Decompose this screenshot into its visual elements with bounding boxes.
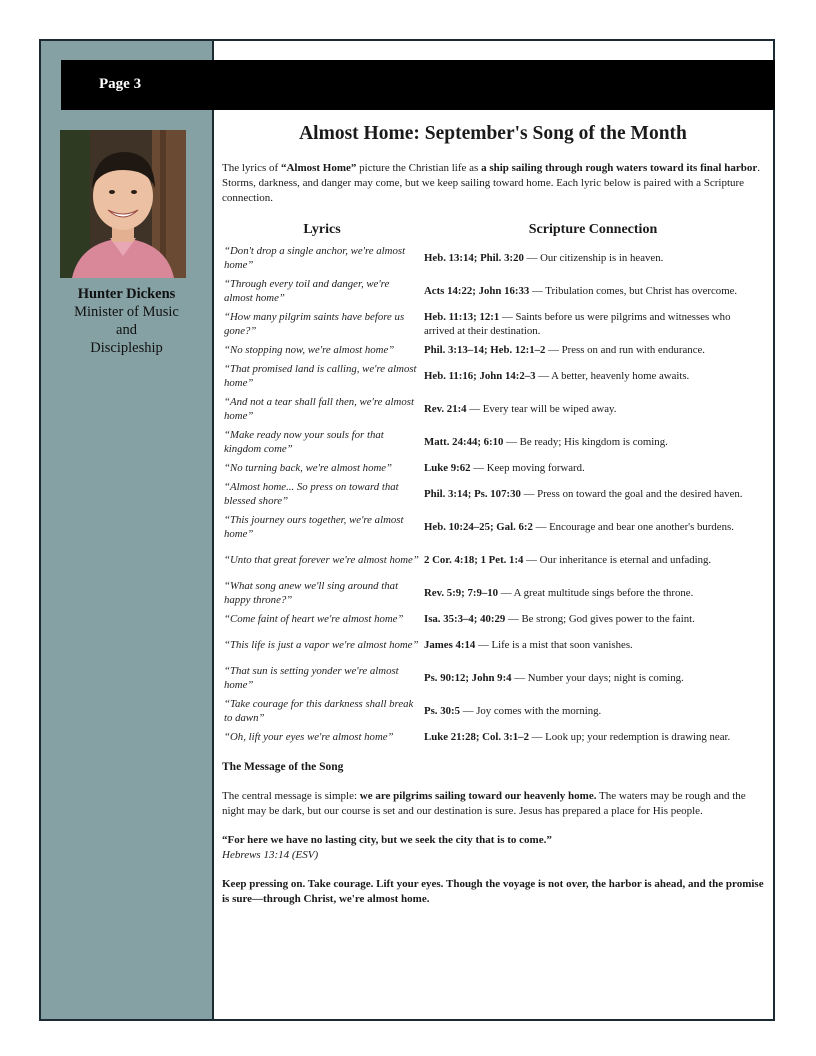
scripture-cell <box>422 360 764 393</box>
table-row <box>222 695 764 728</box>
closing-paragraph: Keep pressing on. Take courage. Lift your eyes. Though the voyage is not over, the harbor is ahead, and the promise is sure—through Christ, we're almost home. <box>222 878 764 905</box>
page-frame <box>39 39 775 1021</box>
person-name: Hunter Dickens <box>77 286 176 302</box>
table-row <box>222 360 764 393</box>
sidebar <box>41 41 214 1019</box>
col-header-lyrics: Lyrics <box>303 222 341 237</box>
scripture-reference: Luke 9:62 <box>424 461 471 474</box>
table-row <box>222 544 764 577</box>
person-caption <box>41 285 212 357</box>
scripture-summary: — Saints before us were pilgrims and witnesses who arrived at their destination. <box>424 311 731 337</box>
lyric-cell: “This life is just a vapor we're almost home” <box>224 638 419 651</box>
scripture-cell <box>422 544 764 577</box>
lyric-cell: “Come faint of heart we're almost home” <box>224 612 404 625</box>
scripture-cell <box>422 242 764 275</box>
scripture-cell <box>422 610 764 629</box>
lyric-cell: “Don't drop a single anchor, we're almost home” <box>224 245 406 271</box>
scripture-summary: — A great multitude sings before the throne. <box>498 586 694 599</box>
song-name: “Almost Home” <box>280 162 357 174</box>
portrait-image <box>60 130 186 278</box>
scripture-reference: Heb. 11:13; 12:1 <box>424 311 500 323</box>
scripture-reference: Isa. 35:3–4; 40:29 <box>424 612 506 625</box>
table-header-row <box>222 222 764 242</box>
scripture-cell <box>422 478 764 511</box>
scripture-summary: — Life is a mist that soon vanishes. <box>475 638 633 651</box>
lyric-cell: “Through every toil and danger, we're almost home” <box>224 278 390 304</box>
scripture-reference: James 4:14 <box>424 638 476 651</box>
scripture-reference: Rev. 5:9; 7:9–10 <box>424 586 499 599</box>
scripture-summary: — Keep moving forward. <box>470 461 585 474</box>
lyric-cell: “How many pilgrim saints have before us gone?” <box>224 311 405 337</box>
header-bar <box>61 60 775 110</box>
table-row <box>222 242 764 275</box>
scripture-summary: — Be ready; His kingdom is coming. <box>503 435 668 448</box>
scripture-cell <box>422 728 764 747</box>
lyric-cell: “And not a tear shall fall then, we're almost home” <box>224 396 414 422</box>
scripture-reference: Heb. 13:14; Phil. 3:20 <box>424 251 524 264</box>
message-heading: The Message of the Song <box>222 761 344 773</box>
person-title-line: and <box>116 322 137 338</box>
scripture-reference: Heb. 10:24–25; Gal. 6:2 <box>424 520 533 533</box>
scripture-reference: Ps. 90:12; John 9:4 <box>424 671 512 684</box>
scripture-reference: Ps. 30:5 <box>424 704 460 717</box>
scripture-cell <box>422 695 764 728</box>
page-number: Page 3 <box>99 76 142 92</box>
scripture-summary: — Tribulation comes, but Christ has overcome. <box>529 284 738 297</box>
scripture-cell <box>422 393 764 426</box>
scripture-summary: — A better, heavenly home awaits. <box>535 369 690 382</box>
scripture-summary: — Our inheritance is eternal and unfading. <box>523 553 712 566</box>
scripture-reference: 2 Cor. 4:18; 1 Pet. 1:4 <box>424 553 524 566</box>
table-row <box>222 426 764 459</box>
scripture-reference: Matt. 24:44; 6:10 <box>424 435 504 448</box>
lyrics-table <box>222 222 764 747</box>
person-title-line: Discipleship <box>90 340 163 356</box>
scripture-reference: Phil. 3:14; Ps. 107:30 <box>424 487 521 500</box>
col-header-scripture: Scripture Connection <box>528 222 658 237</box>
scripture-cell <box>422 511 764 544</box>
table-row <box>222 662 764 695</box>
lyric-cell: “This journey ours together, we're almost home” <box>224 514 404 540</box>
message-text: The waters may be rough and the night may be dark, but our course is set and our destination is sure. Jesus has prepared a place for His people. <box>222 790 746 817</box>
scripture-cell <box>422 459 764 478</box>
scripture-summary: — Our citizenship is in heaven. <box>523 251 664 264</box>
table-row <box>222 511 764 544</box>
scripture-summary: — Look up; your redemption is drawing near. <box>528 730 731 743</box>
intro-text: picture the Christian life as <box>356 162 482 174</box>
scripture-summary: — Every tear will be wiped away. <box>466 402 617 415</box>
table-row <box>222 308 764 341</box>
lyric-cell: “That sun is setting yonder we're almost home” <box>224 665 399 691</box>
scripture-reference: Heb. 11:16; John 14:2–3 <box>424 369 536 382</box>
scripture-cell <box>422 308 764 341</box>
scripture-quote <box>222 833 764 863</box>
lyric-cell: “Take courage for this darkness shall break to dawn” <box>224 698 414 724</box>
scripture-cell <box>422 662 764 695</box>
table-row <box>222 478 764 511</box>
table-row <box>222 629 764 662</box>
scripture-summary: — Joy comes with the morning. <box>460 704 602 717</box>
message-text: The central message is simple: <box>222 790 360 802</box>
scripture-summary: — Encourage and bear one another's burdens. <box>532 520 734 533</box>
scripture-reference: Phil. 3:13–14; Heb. 12:1–2 <box>424 343 546 356</box>
lyric-cell: “No turning back, we're almost home” <box>224 461 393 474</box>
lyric-cell: “Almost home... So press on toward that blessed shore” <box>224 481 399 507</box>
scripture-cell <box>422 629 764 662</box>
lyric-cell: “Make ready now your souls for that kingdom come” <box>224 429 384 455</box>
message-emphasis: we are pilgrims sailing toward our heavenly home. <box>359 790 597 802</box>
scripture-reference: Rev. 21:4 <box>424 402 467 415</box>
table-row <box>222 459 764 478</box>
scripture-cell <box>422 341 764 360</box>
scripture-summary: — Be strong; God gives power to the faint. <box>505 612 695 625</box>
person-title-line: Minister of Music <box>74 304 179 320</box>
main-content <box>222 123 764 907</box>
table-row <box>222 393 764 426</box>
lyric-cell: “What song anew we'll sing around that happy throne?” <box>224 580 399 606</box>
table-row <box>222 275 764 308</box>
intro-emphasis: a ship sailing through rough waters toward its final harbor <box>481 162 758 174</box>
intro-text: The lyrics of <box>222 162 281 174</box>
portrait-photo <box>60 130 186 278</box>
scripture-summary: — Press on and run with endurance. <box>545 343 705 356</box>
scripture-reference: Acts 14:22; John 16:33 <box>424 284 530 297</box>
article-title: Almost Home: September's Song of the Month <box>299 123 687 144</box>
intro-paragraph <box>222 161 764 206</box>
lyric-cell: “That promised land is calling, we're almost home” <box>224 363 417 389</box>
scripture-summary: — Press on toward the goal and the desired haven. <box>520 487 743 500</box>
table-row <box>222 610 764 629</box>
lyric-cell: “No stopping now, we're almost home” <box>224 343 395 356</box>
quote-text: “For here we have no lasting city, but we seek the city that is to come.” <box>222 834 552 846</box>
scripture-cell <box>422 426 764 459</box>
table-row <box>222 341 764 360</box>
scripture-reference: Luke 21:28; Col. 3:1–2 <box>424 730 529 743</box>
intro-text: . Storms, darkness, and danger may come, but we keep sailing toward home. Each lyric below is paired with a Scripture connection. <box>222 162 760 204</box>
scripture-cell <box>422 577 764 610</box>
table-row <box>222 728 764 747</box>
lyric-cell: “Oh, lift your eyes we're almost home” <box>224 730 394 743</box>
lyric-cell: “Unto that great forever we're almost home” <box>224 553 419 566</box>
scripture-summary: — Number your days; night is coming. <box>511 671 684 684</box>
table-row <box>222 577 764 610</box>
quote-citation: Hebrews 13:14 (ESV) <box>222 849 319 861</box>
message-paragraph <box>222 789 764 819</box>
scripture-cell <box>422 275 764 308</box>
